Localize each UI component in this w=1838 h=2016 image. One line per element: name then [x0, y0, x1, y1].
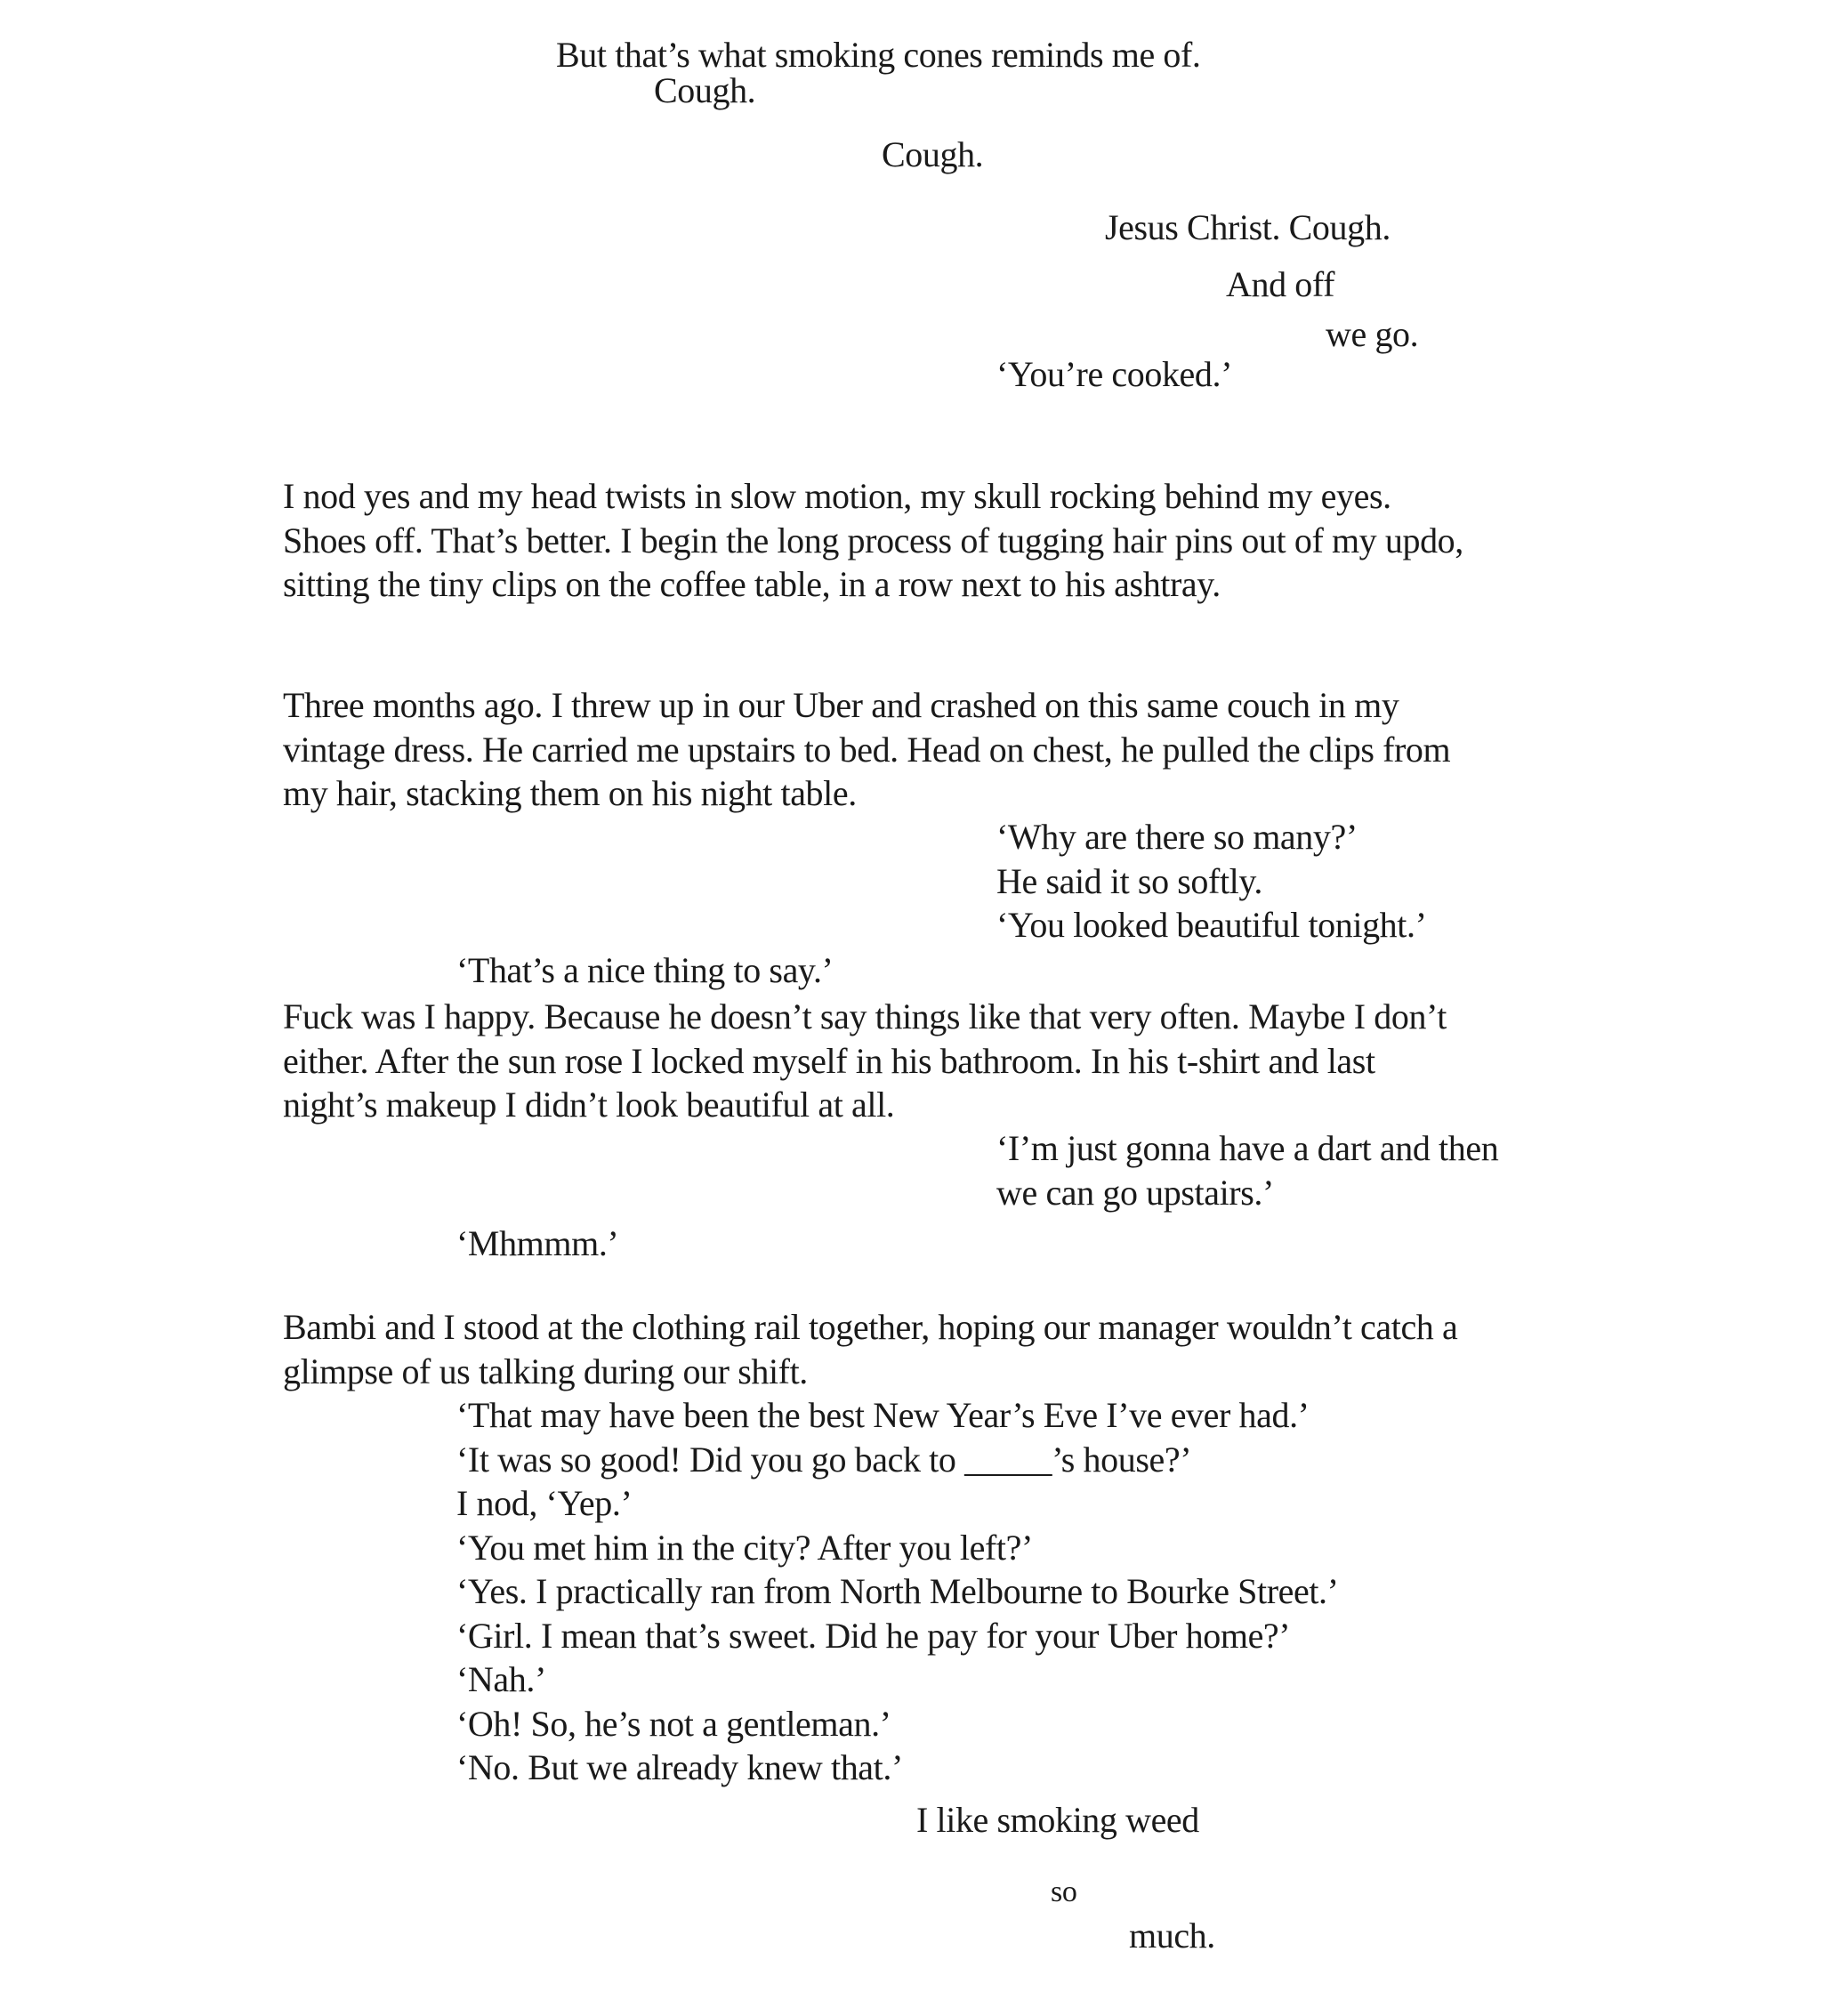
closing-much: much. [1129, 1915, 1215, 1956]
paragraph-line: Three months ago. I threw up in our Uber and crashed on this same couch in my [283, 685, 1399, 725]
dialogue-block [456, 1393, 1339, 1790]
cough-1: Cough. [654, 70, 756, 110]
right-block-2 [996, 1126, 1498, 1214]
youre-cooked: ‘You’re cooked.’ [996, 354, 1233, 394]
dialogue-line: ‘Girl. I mean that’s sweet. Did he pay for your Uber home?’ [456, 1615, 1291, 1656]
paragraph-1 [283, 474, 1546, 607]
closing-so: so [1051, 1875, 1077, 1908]
jesus-christ-cough: Jesus Christ. Cough. [1105, 207, 1391, 247]
paragraph-line: sitting the tiny clips on the coffee table, in a row next to his ashtray. [283, 564, 1221, 604]
dialogue-line: ‘You met him in the city? After you left?’ [456, 1527, 1033, 1568]
cough-2: Cough. [882, 134, 984, 174]
paragraph-line: glimpse of us talking during our shift. [283, 1351, 808, 1391]
dialogue-line: ‘Oh! So, he’s not a gentleman.’ [456, 1703, 891, 1744]
paragraph-line: either. After the sun rose I locked myself in his bathroom. In his t-shirt and last [283, 1040, 1375, 1081]
dialogue-line: ‘No. But we already knew that.’ [456, 1747, 903, 1787]
paragraph-line: Shoes off. That’s better. I begin the long process of tugging hair pins out of my updo, [283, 520, 1463, 560]
right-line: ‘I’m just gonna have a dart and then [996, 1128, 1499, 1168]
right-line: He said it so softly. [996, 860, 1262, 901]
right-block-1 [996, 815, 1427, 948]
right-line: ‘You looked beautiful tonight.’ [996, 905, 1427, 945]
dialogue-line: ‘It was so good! Did you go back to _____’s house?’ [456, 1439, 1192, 1480]
paragraph-line: night’s makeup I didn’t look beautiful at all. [283, 1085, 895, 1125]
opening-line: But that’s what smoking cones reminds me of. [556, 35, 1201, 75]
and-off: And off [1226, 264, 1335, 304]
dialogue-line: ‘That may have been the best New Year’s Eve I’ve ever had.’ [456, 1395, 1310, 1435]
paragraph-line: Bambi and I stood at the clothing rail together, hoping our manager wouldn’t catch a [283, 1307, 1458, 1347]
paragraph-3 [283, 995, 1546, 1127]
closing-line: I like smoking weed [916, 1800, 1199, 1840]
paragraph-line: Fuck was I happy. Because he doesn’t say things like that very often. Maybe I don’t [283, 996, 1447, 1036]
paragraph-line: my hair, stacking them on his night table. [283, 773, 857, 813]
dialogue-line: I nod, ‘Yep.’ [456, 1483, 633, 1523]
right-line: ‘Why are there so many?’ [996, 817, 1358, 857]
mhmmm: ‘Mhmmm.’ [456, 1223, 619, 1263]
we-go: we go. [1326, 314, 1419, 354]
dialogue-line: ‘Yes. I practically ran from North Melbourne to Bourke Street.’ [456, 1571, 1339, 1611]
paragraph-line: I nod yes and my head twists in slow motion, my skull rocking behind my eyes. [283, 476, 1391, 516]
dialogue-line: ‘Nah.’ [456, 1659, 546, 1699]
paragraph-2 [283, 683, 1546, 816]
paragraph-line: vintage dress. He carried me upstairs to bed. Head on chest, he pulled the clips from [283, 729, 1451, 770]
right-line: we can go upstairs.’ [996, 1172, 1274, 1213]
nice-thing: ‘That’s a nice thing to say.’ [456, 950, 834, 990]
paragraph-4 [283, 1305, 1546, 1393]
